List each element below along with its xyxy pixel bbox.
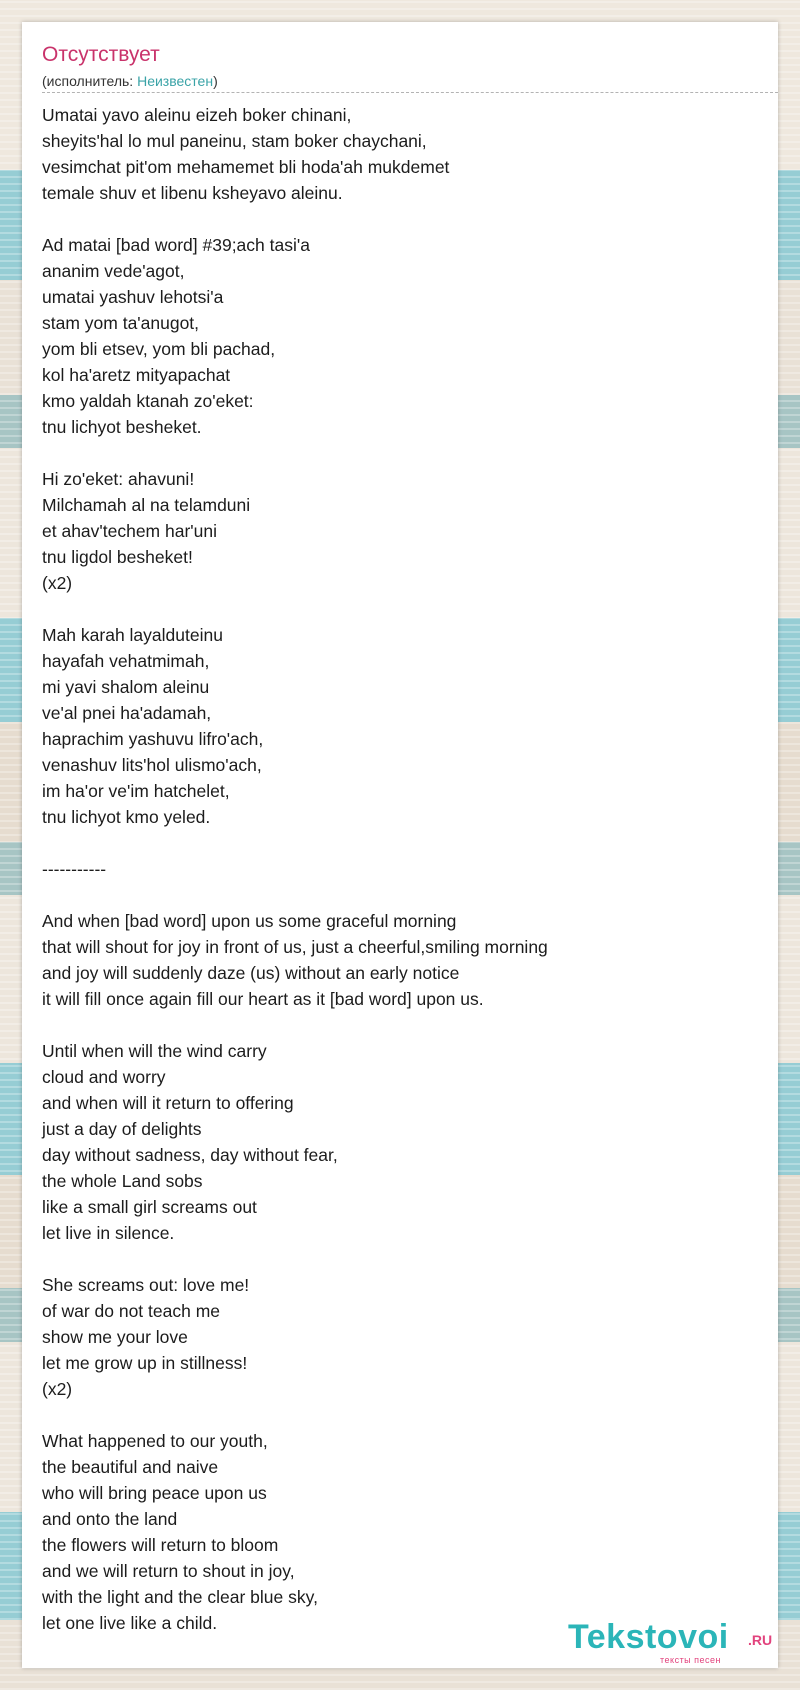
logo-tagline: тексты песен bbox=[660, 1655, 722, 1665]
lyrics-text: Umatai yavo aleinu eizeh boker chinani, sheyits'hal lo mul paneinu, stam boker chaychani, vesimchat pit'om mehamemet bli hoda'ah mukdemet temale shuv et libenu ksheyavo aleinu. Ad matai [bad word] #39;ach tasi'a ananim vede'agot, umatai yashuv lehotsi'a stam yom ta'anugot, yom bli etsev, yom bli pachad, kol ha'aretz mityapachat kmo yaldah ktanah zo'eket: tnu lichyot besheket. Hi zo'eket: ahavuni! Milchamah al na telamduni et ahav'techem har'uni tnu ligdol besheket! (x2) Mah karah layalduteinu hayafah vehatmimah, mi yavi shalom aleinu ve'al pnei ha'adamah, haprachim yashuvu lifro'ach, venashuv lits'hol ulismo'ach, im ha'or ve'im hatchelet, tnu lichyot kmo yeled. ----------- And when [bad word] upon us some graceful morning that will shout for joy in front of us, just a cheerful,smiling morning and joy will suddenly daze (us) without an early notice it will fill once again fill our heart as it [bad word] upon us. Until when will the wind carry cloud and worry and when will it return to offering just a day of delights day without sadness, day without fear, the whole Land sobs like a small girl screams out let live in silence. She screams out: love me! of war do not teach me show me your love let me grow up in stillness! (x2) What happened to our youth, the beautiful and naive who will bring peace upon us and onto the land the flowers will return to bloom and we will return to shout in joy, with the light and the clear blue sky, let one live like a child. bbox=[42, 105, 548, 1633]
site-logo[interactable] bbox=[568, 1620, 778, 1668]
logo-tld: .RU bbox=[748, 1632, 773, 1648]
artist-prefix: (исполнитель: bbox=[42, 73, 138, 89]
artist-link[interactable]: Неизвестен bbox=[137, 73, 214, 89]
lyrics-card bbox=[22, 22, 778, 1668]
title-divider bbox=[42, 92, 778, 93]
artist-line bbox=[42, 72, 218, 90]
artist-suffix: ) bbox=[213, 73, 218, 89]
song-title: Отсутствует bbox=[42, 43, 160, 66]
logo-name: Tekstovoi bbox=[568, 1618, 729, 1656]
